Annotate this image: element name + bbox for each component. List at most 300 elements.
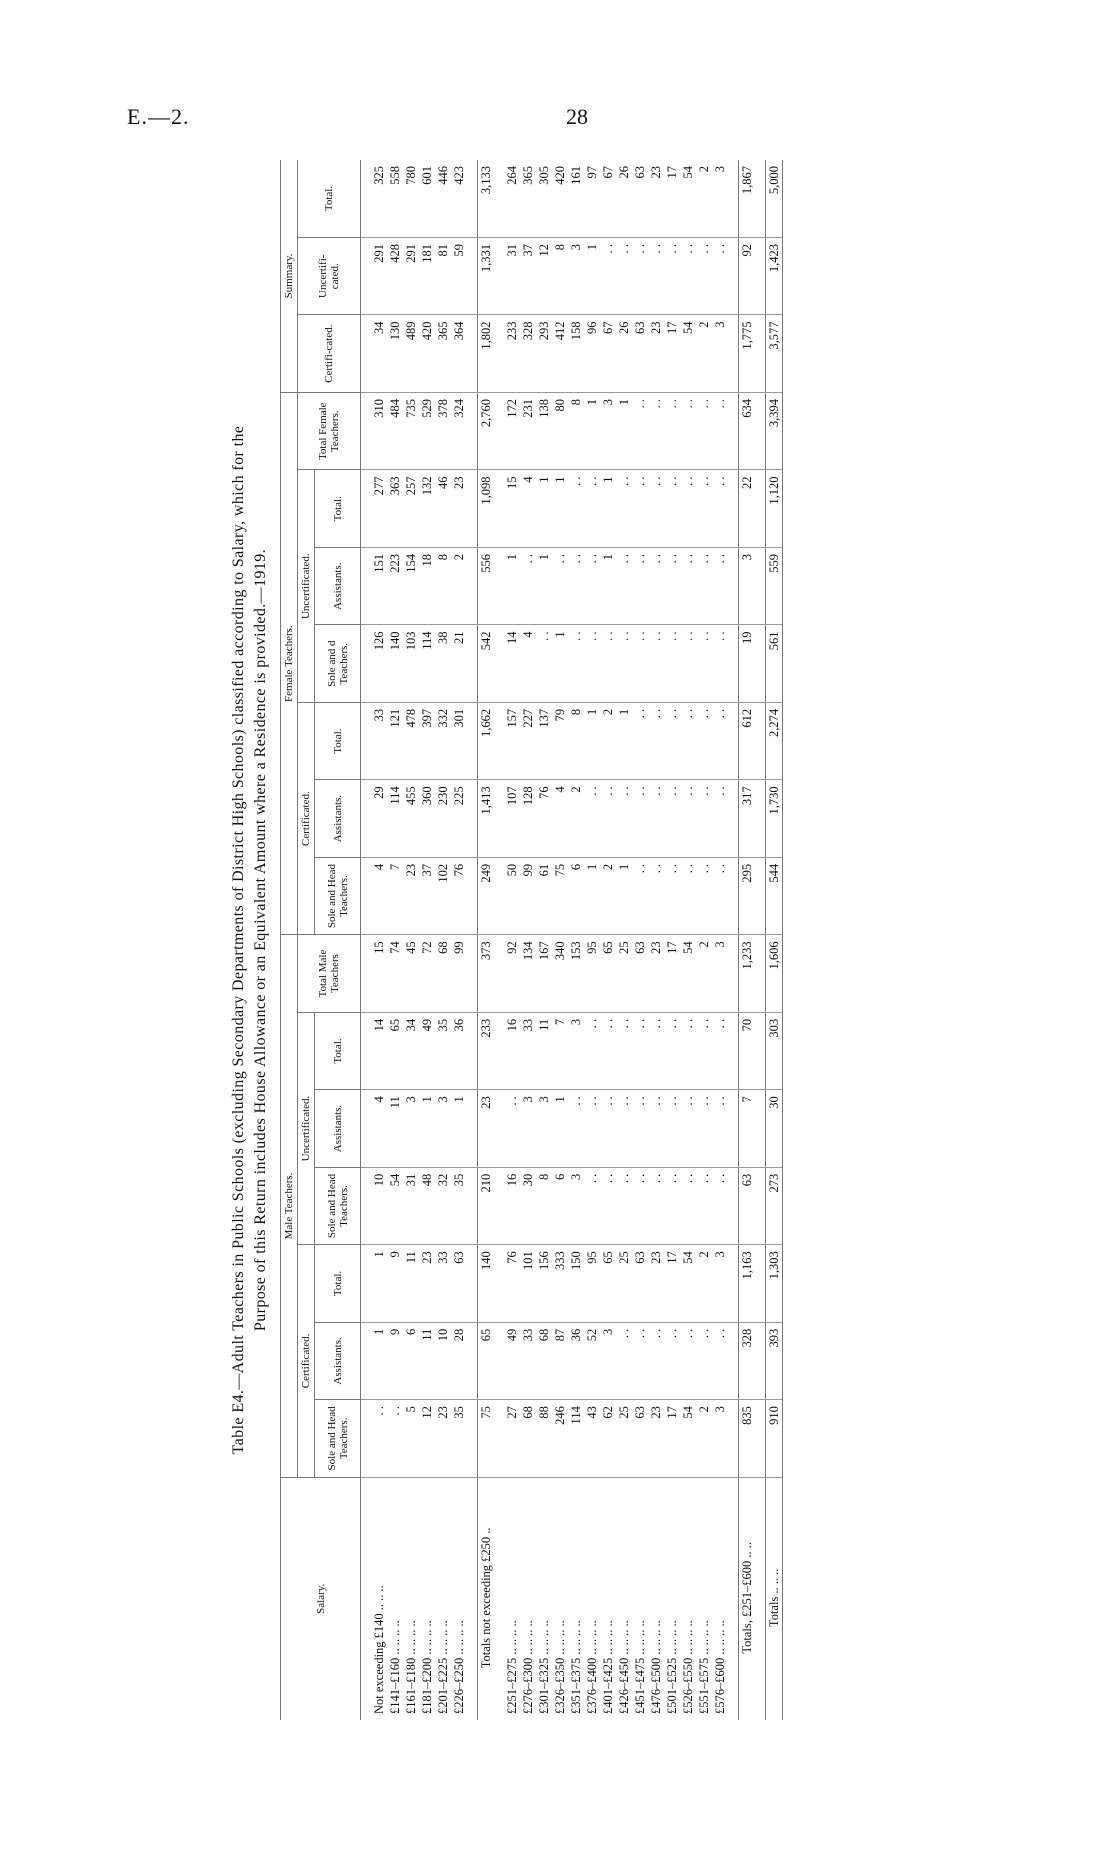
- table-cell: . .: [680, 1322, 696, 1399]
- table-cell: 1: [419, 1090, 435, 1167]
- table-cell: 328: [739, 1322, 756, 1399]
- table-cell: 140: [478, 1245, 495, 1322]
- female-cert-total-header: Total.: [315, 702, 361, 779]
- salary-label: £551–£575 .. .. .. ..: [696, 1620, 711, 1714]
- table-cell: . .: [648, 625, 664, 702]
- table-cell: . .: [696, 702, 712, 779]
- table-cell: 223: [387, 547, 403, 624]
- table-cell: 1,423: [766, 238, 783, 315]
- table-cell: 2: [451, 547, 467, 624]
- table-cell: 54: [680, 160, 696, 238]
- table-cell: . .: [648, 1322, 664, 1399]
- table-cell: . .: [584, 625, 600, 702]
- table-cell: . .: [568, 470, 584, 547]
- table-cell: 489: [403, 315, 419, 392]
- table-cell: 1: [552, 470, 568, 547]
- table-cell: . .: [680, 392, 696, 470]
- table-cell: 26: [616, 315, 632, 392]
- table-cell: 310: [371, 392, 387, 470]
- table-cell: 5: [403, 1400, 419, 1477]
- female-certificated-header: Certificated.: [298, 702, 315, 934]
- table-cell: 65: [478, 1322, 495, 1399]
- table-cell: 181: [419, 238, 435, 315]
- table-cell: 365: [435, 315, 451, 392]
- table-cell: 49: [419, 1012, 435, 1089]
- table-cell: 54: [680, 315, 696, 392]
- table-cell: . .: [632, 625, 648, 702]
- salary-label: £226–£250 .. .. .. ..: [451, 1620, 466, 1714]
- page-number: 28: [566, 104, 588, 129]
- table-cell: 420: [419, 315, 435, 392]
- table-cell: 295: [739, 857, 756, 934]
- table-cell: 23: [435, 1400, 451, 1477]
- table-cell: 364: [451, 315, 467, 392]
- table-cell: 10: [371, 1167, 387, 1244]
- table-cell: 23: [451, 470, 467, 547]
- table-cell: . .: [696, 857, 712, 934]
- running-head: [0, 104, 1114, 134]
- table-cell: 63: [632, 1400, 648, 1477]
- table-cell: 72: [419, 935, 435, 1013]
- male-cert-total-header: Total.: [315, 1245, 361, 1322]
- table-cell: 37: [419, 857, 435, 934]
- table-cell: . .: [600, 625, 616, 702]
- table-cell: 325: [371, 160, 387, 238]
- table-cell: . .: [648, 780, 664, 857]
- table-cell: 7: [739, 1090, 756, 1167]
- table-cell: 3: [712, 1245, 728, 1322]
- table-cell: . .: [616, 1167, 632, 1244]
- table-cell: 317: [739, 780, 756, 857]
- table-cell: 6: [568, 857, 584, 934]
- table-cell: . .: [648, 470, 664, 547]
- female-teachers-header: Female Teachers.: [281, 392, 298, 934]
- table-cell: 2: [568, 780, 584, 857]
- table-cell: 332: [435, 702, 451, 779]
- table-cell: 835: [739, 1400, 756, 1477]
- salary-label: £161–£180 .. .. .. ..: [403, 1620, 418, 1714]
- table-cell: 27: [504, 1400, 520, 1477]
- table-row: [387, 160, 403, 1720]
- table-cell: 8: [435, 547, 451, 624]
- table-cell: 3: [403, 1090, 419, 1167]
- table-cell: . .: [696, 392, 712, 470]
- table-cell: 1,413: [478, 780, 495, 857]
- table-cell: 126: [371, 625, 387, 702]
- table-cell: 3: [712, 315, 728, 392]
- summary-uncertificated-header: Uncertifi-cated.: [298, 238, 361, 315]
- table-cell: 45: [403, 935, 419, 1013]
- salary-label: Totals .. .. ..: [766, 1477, 783, 1720]
- table-cell: 2: [696, 1245, 712, 1322]
- table-cell: 52: [584, 1322, 600, 1399]
- table-cell: 273: [766, 1167, 783, 1244]
- table-cell: 1: [584, 857, 600, 934]
- table-cell: 96: [584, 315, 600, 392]
- table-cell: . .: [600, 1012, 616, 1089]
- female-uncertificated-header: Uncertificated.: [298, 470, 315, 702]
- table-cell: . .: [616, 238, 632, 315]
- table-cell: 153: [568, 935, 584, 1013]
- table-cell: 2: [696, 315, 712, 392]
- table-cell: 291: [371, 238, 387, 315]
- table-cell: 293: [536, 315, 552, 392]
- male-unc-assistants-header: Assistants.: [315, 1090, 361, 1167]
- table-cell: 423: [451, 160, 467, 238]
- table-cell: 303: [766, 1012, 783, 1089]
- table-cell: 324: [451, 392, 467, 470]
- table-cell: . .: [664, 392, 680, 470]
- table-cell: 1: [504, 547, 520, 624]
- table-cell: 2: [696, 1400, 712, 1477]
- table-cell: 23: [648, 1400, 664, 1477]
- table-cell: 1,730: [766, 780, 783, 857]
- table-cell: 134: [520, 935, 536, 1013]
- table-cell: 1: [616, 392, 632, 470]
- total-male-header: Total Male Teachers: [298, 935, 361, 1013]
- table-cell: 3: [712, 1400, 728, 1477]
- table-cell: 634: [739, 392, 756, 470]
- table-cell: 154: [403, 547, 419, 624]
- table-cell: 23: [648, 315, 664, 392]
- table-cell: 2: [600, 857, 616, 934]
- table-cell: 22: [739, 470, 756, 547]
- table-cell: . .: [712, 1167, 728, 1244]
- salary-label: £501–£525 .. .. .. ..: [664, 1620, 679, 1714]
- salary-label: £181–£200 .. .. .. ..: [419, 1620, 434, 1714]
- table-cell: . .: [712, 625, 728, 702]
- table-cell: 63: [451, 1245, 467, 1322]
- table-cell: . .: [696, 470, 712, 547]
- table-cell: 157: [504, 702, 520, 779]
- table-cell: 76: [451, 857, 467, 934]
- table-cell: 8: [568, 392, 584, 470]
- salary-table: [280, 160, 783, 1720]
- subtotal-row: [739, 160, 756, 1720]
- table-row: [552, 160, 568, 1720]
- male-certificated-header: Certificated.: [298, 1245, 315, 1477]
- table-cell: . .: [568, 625, 584, 702]
- table-cell: 3: [600, 392, 616, 470]
- table-cell: 780: [403, 160, 419, 238]
- table-cell: 25: [616, 1245, 632, 1322]
- male-unc-total-header: Total.: [315, 1012, 361, 1089]
- table-cell: . .: [568, 1090, 584, 1167]
- table-cell: 23: [419, 1245, 435, 1322]
- salary-label: £326–£350 .. .. .. ..: [552, 1620, 567, 1714]
- table-cell: 114: [419, 625, 435, 702]
- table-cell: . .: [632, 1167, 648, 1244]
- table-cell: . .: [680, 470, 696, 547]
- table-cell: . .: [680, 1167, 696, 1244]
- table-cell: 3: [568, 1012, 584, 1089]
- salary-label: £576–£600 .. .. .. ..: [712, 1620, 727, 1714]
- table-cell: 373: [478, 935, 495, 1013]
- table-cell: . .: [632, 392, 648, 470]
- table-cell: . .: [664, 1322, 680, 1399]
- table-cell: . .: [632, 780, 648, 857]
- spacer-row: [361, 160, 372, 1720]
- table-cell: . .: [616, 1322, 632, 1399]
- table-cell: . .: [632, 1012, 648, 1089]
- table-cell: . .: [664, 1012, 680, 1089]
- table-cell: 2: [600, 702, 616, 779]
- table-cell: 4: [552, 780, 568, 857]
- table-cell: 68: [435, 935, 451, 1013]
- spacer-row: [494, 160, 504, 1720]
- table-cell: 1: [371, 1245, 387, 1322]
- table-cell: 156: [536, 1245, 552, 1322]
- table-cell: 1,802: [478, 315, 495, 392]
- table-cell: 225: [451, 780, 467, 857]
- summary-total-header: Total.: [298, 160, 361, 238]
- table-cell: 9: [387, 1245, 403, 1322]
- table-row: [520, 160, 536, 1720]
- table-cell: 420: [552, 160, 568, 238]
- table-cell: 9: [387, 1322, 403, 1399]
- table-cell: 340: [552, 935, 568, 1013]
- table-cell: . .: [712, 547, 728, 624]
- table-cell: 7: [552, 1012, 568, 1089]
- table-cell: 31: [403, 1167, 419, 1244]
- table-cell: 12: [536, 238, 552, 315]
- table-cell: 484: [387, 392, 403, 470]
- salary-label: £201–£225 .. .. .. ..: [435, 1620, 450, 1714]
- caption-line-1: Table E4.—Adult Teachers in Public Schools (excluding Secondary Departments of District High Schools) classified according to Salary, which for the: [230, 425, 247, 1455]
- table-cell: 4: [371, 857, 387, 934]
- table-cell: 1,867: [739, 160, 756, 238]
- table-cell: . .: [648, 1167, 664, 1244]
- table-cell: 1: [584, 392, 600, 470]
- table-cell: 4: [520, 470, 536, 547]
- table-cell: 101: [520, 1245, 536, 1322]
- table-row: [680, 160, 696, 1720]
- table-cell: 291: [403, 238, 419, 315]
- table-cell: 130: [387, 315, 403, 392]
- table-cell: 17: [664, 935, 680, 1013]
- table-cell: 428: [387, 238, 403, 315]
- document-code: E.—2.: [127, 104, 190, 129]
- table-cell: 233: [504, 315, 520, 392]
- table-cell: 3,394: [766, 392, 783, 470]
- table-cell: . .: [680, 1012, 696, 1089]
- table-cell: 231: [520, 392, 536, 470]
- table-cell: 529: [419, 392, 435, 470]
- table-cell: 1: [600, 470, 616, 547]
- table-cell: 17: [664, 1245, 680, 1322]
- table-cell: . .: [616, 1012, 632, 1089]
- table-cell: 114: [568, 1400, 584, 1477]
- table-cell: 1,775: [739, 315, 756, 392]
- table-cell: 277: [371, 470, 387, 547]
- table-cell: . .: [616, 625, 632, 702]
- table-cell: 34: [371, 315, 387, 392]
- table-cell: 378: [435, 392, 451, 470]
- table-cell: 172: [504, 392, 520, 470]
- table-cell: 17: [664, 160, 680, 238]
- table-cell: 1: [600, 547, 616, 624]
- table-row: [600, 160, 616, 1720]
- spacer-row: [467, 160, 478, 1720]
- salary-label: £451–£475 .. .. .. ..: [632, 1620, 647, 1714]
- table-cell: . .: [696, 1090, 712, 1167]
- table-cell: 15: [504, 470, 520, 547]
- table-cell: 25: [616, 935, 632, 1013]
- salary-label: £251–£275 .. .. .. ..: [504, 1620, 519, 1714]
- table-cell: 158: [568, 315, 584, 392]
- table-cell: 1: [536, 547, 552, 624]
- table-cell: 365: [520, 160, 536, 238]
- table-cell: . .: [680, 625, 696, 702]
- table-cell: . .: [648, 857, 664, 934]
- table-cell: 132: [419, 470, 435, 547]
- table-cell: 3: [568, 238, 584, 315]
- salary-label: Totals, £251–£600 .. ..: [739, 1477, 756, 1720]
- table-cell: 32: [435, 1167, 451, 1244]
- table-cell: 26: [616, 160, 632, 238]
- table-cell: . .: [712, 780, 728, 857]
- table-cell: . .: [568, 547, 584, 624]
- table-cell: 2: [696, 935, 712, 1013]
- table-cell: 61: [536, 857, 552, 934]
- table-cell: 75: [478, 1400, 495, 1477]
- table-cell: 561: [766, 625, 783, 702]
- table-cell: 30: [520, 1167, 536, 1244]
- table-cell: 99: [451, 935, 467, 1013]
- male-cert-sole-head-header: Sole and Head Teachers.: [315, 1400, 361, 1477]
- table-cell: 3: [712, 935, 728, 1013]
- table-cell: 31: [504, 238, 520, 315]
- table-row: [648, 160, 664, 1720]
- table-cell: . .: [600, 1167, 616, 1244]
- table-row: [371, 160, 387, 1720]
- table-cell: . .: [632, 547, 648, 624]
- table-cell: 54: [680, 935, 696, 1013]
- salary-label: Totals not exceeding £250 ..: [478, 1477, 495, 1720]
- table-cell: 92: [504, 935, 520, 1013]
- table-caption: [228, 160, 272, 1720]
- table-cell: 62: [600, 1400, 616, 1477]
- table-cell: 36: [451, 1012, 467, 1089]
- table-cell: 7: [387, 857, 403, 934]
- table-cell: 63: [632, 935, 648, 1013]
- table-cell: 1,662: [478, 702, 495, 779]
- table-cell: 5,000: [766, 160, 783, 238]
- table-cell: 264: [504, 160, 520, 238]
- table-cell: 397: [419, 702, 435, 779]
- table-cell: 3: [600, 1322, 616, 1399]
- table-cell: 1: [616, 702, 632, 779]
- table-cell: . .: [664, 547, 680, 624]
- table-cell: 8: [536, 1167, 552, 1244]
- table-cell: 151: [371, 547, 387, 624]
- female-cert-assistants-header: Assistants.: [315, 780, 361, 857]
- table-cell: . .: [696, 238, 712, 315]
- table-cell: 601: [419, 160, 435, 238]
- table-cell: 3: [435, 1090, 451, 1167]
- table-cell: . .: [696, 1012, 712, 1089]
- table-cell: . .: [632, 238, 648, 315]
- table-cell: . .: [680, 547, 696, 624]
- salary-label: £376–£400 .. .. .. ..: [584, 1620, 599, 1714]
- table-cell: 138: [536, 392, 552, 470]
- table-cell: 6: [403, 1322, 419, 1399]
- table-cell: . .: [584, 1090, 600, 1167]
- table-cell: 227: [520, 702, 536, 779]
- table-cell: 18: [419, 547, 435, 624]
- table-cell: 1,331: [478, 238, 495, 315]
- table-cell: 1: [371, 1322, 387, 1399]
- table-cell: 257: [403, 470, 419, 547]
- table-cell: 612: [739, 702, 756, 779]
- table-cell: 1: [584, 702, 600, 779]
- table-cell: 305: [536, 160, 552, 238]
- spacer-row: [728, 160, 739, 1720]
- table-cell: . .: [712, 238, 728, 315]
- table-cell: . .: [664, 625, 680, 702]
- table-cell: 246: [552, 1400, 568, 1477]
- table-cell: 99: [520, 857, 536, 934]
- table-cell: 1,303: [766, 1245, 783, 1322]
- table-cell: . .: [584, 1167, 600, 1244]
- table-cell: 33: [435, 1245, 451, 1322]
- table-cell: . .: [712, 1090, 728, 1167]
- table-cell: . .: [664, 1167, 680, 1244]
- table-row: [504, 160, 520, 1720]
- table-cell: 121: [387, 702, 403, 779]
- table-cell: 478: [403, 702, 419, 779]
- table-cell: 6: [552, 1167, 568, 1244]
- summary-header: Summary.: [281, 160, 298, 392]
- table-cell: 87: [552, 1322, 568, 1399]
- table-cell: 33: [371, 702, 387, 779]
- table-cell: 3: [712, 160, 728, 238]
- table-cell: . .: [520, 547, 536, 624]
- table-cell: . .: [371, 1400, 387, 1477]
- table-cell: 63: [632, 1245, 648, 1322]
- table-cell: 2: [696, 160, 712, 238]
- table-cell: . .: [680, 702, 696, 779]
- salary-label: Not exceeding £140 .. .. ..: [371, 1585, 386, 1714]
- table-cell: 8: [552, 238, 568, 315]
- table-row: [712, 160, 728, 1720]
- table-cell: 137: [536, 702, 552, 779]
- subtotal-row: [478, 160, 495, 1720]
- table-cell: 95: [584, 1245, 600, 1322]
- table-cell: . .: [584, 1012, 600, 1089]
- table-cell: 46: [435, 470, 451, 547]
- salary-label: £351–£375 .. .. .. ..: [568, 1620, 583, 1714]
- salary-label: £526–£550 .. .. .. ..: [680, 1620, 695, 1714]
- table-cell: 16: [504, 1012, 520, 1089]
- table-cell: 1: [616, 857, 632, 934]
- table-cell: . .: [600, 780, 616, 857]
- salary-label: £476–£500 .. .. .. ..: [648, 1620, 663, 1714]
- table-cell: 8: [568, 702, 584, 779]
- total-female-header: Total Female Teachers.: [298, 392, 361, 470]
- table-cell: . .: [600, 238, 616, 315]
- table-row: [632, 160, 648, 1720]
- table-cell: 393: [766, 1322, 783, 1399]
- table-cell: . .: [632, 1322, 648, 1399]
- table-cell: . .: [712, 470, 728, 547]
- table-cell: 4: [371, 1090, 387, 1167]
- table-cell: . .: [696, 1322, 712, 1399]
- male-uncertificated-header: Uncertificated.: [298, 1012, 315, 1244]
- table-row: [568, 160, 584, 1720]
- male-cert-assistants-header: Assistants.: [315, 1322, 361, 1399]
- table-cell: 63: [632, 315, 648, 392]
